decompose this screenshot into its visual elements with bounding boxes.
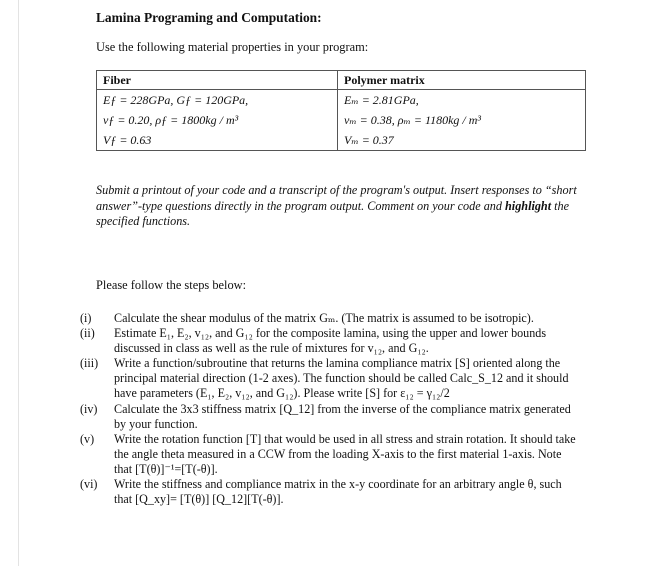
submission-instructions bbox=[96, 183, 590, 230]
list-item bbox=[80, 402, 580, 432]
table-row bbox=[97, 130, 585, 150]
document-title: Lamina Programing and Computation: bbox=[96, 10, 322, 25]
step-text: Write a function/subroutine that returns the lamina compliance matrix [S] oriented along the principal material direction (1-2 axes). The function should be called Calc_S_12 and it should have parameters (E₁, E₂, v₁₂, and G₁₂). Please write [S] for ε₁₂ = γ₁₂/2 bbox=[114, 356, 569, 401]
matrix-cell: Eₘ = 2.81GPa, bbox=[344, 93, 419, 107]
list-item bbox=[80, 477, 580, 507]
list-item bbox=[80, 432, 580, 477]
steps-list bbox=[80, 311, 580, 507]
table-row bbox=[97, 110, 585, 130]
fiber-cell: Vƒ = 0.63 bbox=[97, 130, 338, 150]
page-left-edge bbox=[18, 0, 19, 566]
step-number: (i) bbox=[80, 311, 92, 325]
matrix-cell: vₘ = 0.38, ρₘ = 1180kg / m³ bbox=[344, 113, 482, 127]
step-text: Write the stiffness and compliance matrix in the x-y coordinate for an arbitrary angle θ, such that [Q_xy]= [T(θ)] [Q_12][T(-θ)]. bbox=[114, 477, 562, 507]
list-item bbox=[80, 311, 580, 326]
fiber-header: Fiber bbox=[97, 71, 338, 90]
table-row bbox=[97, 90, 585, 111]
step-number: (iv) bbox=[80, 401, 98, 416]
list-item bbox=[80, 326, 580, 356]
steps-intro: Please follow the steps below: bbox=[96, 278, 247, 292]
step-text: Estimate E₁, E₂, v₁₂, and G₁₂ for the composite lamina, using the upper and lower bounds discussed in class as well as the rule of mixtures for v₁₂, and G₁₂. bbox=[114, 326, 547, 356]
submission-text-after: the specified functions. bbox=[96, 198, 570, 229]
highlight-word: highlight bbox=[505, 198, 552, 213]
intro-text: Use the following material properties in your program: bbox=[96, 40, 369, 54]
list-item bbox=[80, 356, 580, 401]
step-number: (vi) bbox=[80, 477, 98, 492]
step-text: Calculate the 3x3 stiffness matrix [Q_12] from the inverse of the compliance matrix generated by your function. bbox=[114, 401, 571, 431]
step-number: (v) bbox=[80, 431, 95, 446]
fiber-cell: Eƒ = 228GPa, Gƒ = 120GPa, bbox=[97, 90, 338, 111]
step-text: Write the rotation function [T] that would be used in all stress and strain rotation. It should take the angle theta measured in a CCW from the loading X-axis to the first material 1-axis. Note that [T(θ)]⁻¹=[T(-θ)]. bbox=[114, 431, 576, 476]
matrix-header: Polymer matrix bbox=[338, 71, 586, 90]
step-number: (iii) bbox=[80, 356, 99, 371]
table-header-row bbox=[97, 71, 585, 90]
step-number: (ii) bbox=[80, 326, 95, 341]
submission-text-before: Submit a printout of your code and a transcript of the program's output. Insert responses to “short answer”-type questions directly in the program output. Comment on your code and bbox=[96, 183, 577, 213]
material-properties-table bbox=[97, 71, 585, 150]
fiber-cell: vƒ = 0.20, ρƒ = 1800kg / m³ bbox=[97, 110, 338, 130]
matrix-cell: Vₘ = 0.37 bbox=[344, 133, 394, 147]
step-text: Calculate the shear modulus of the matrix Gₘ. (The matrix is assumed to be isotropic). bbox=[114, 311, 534, 325]
